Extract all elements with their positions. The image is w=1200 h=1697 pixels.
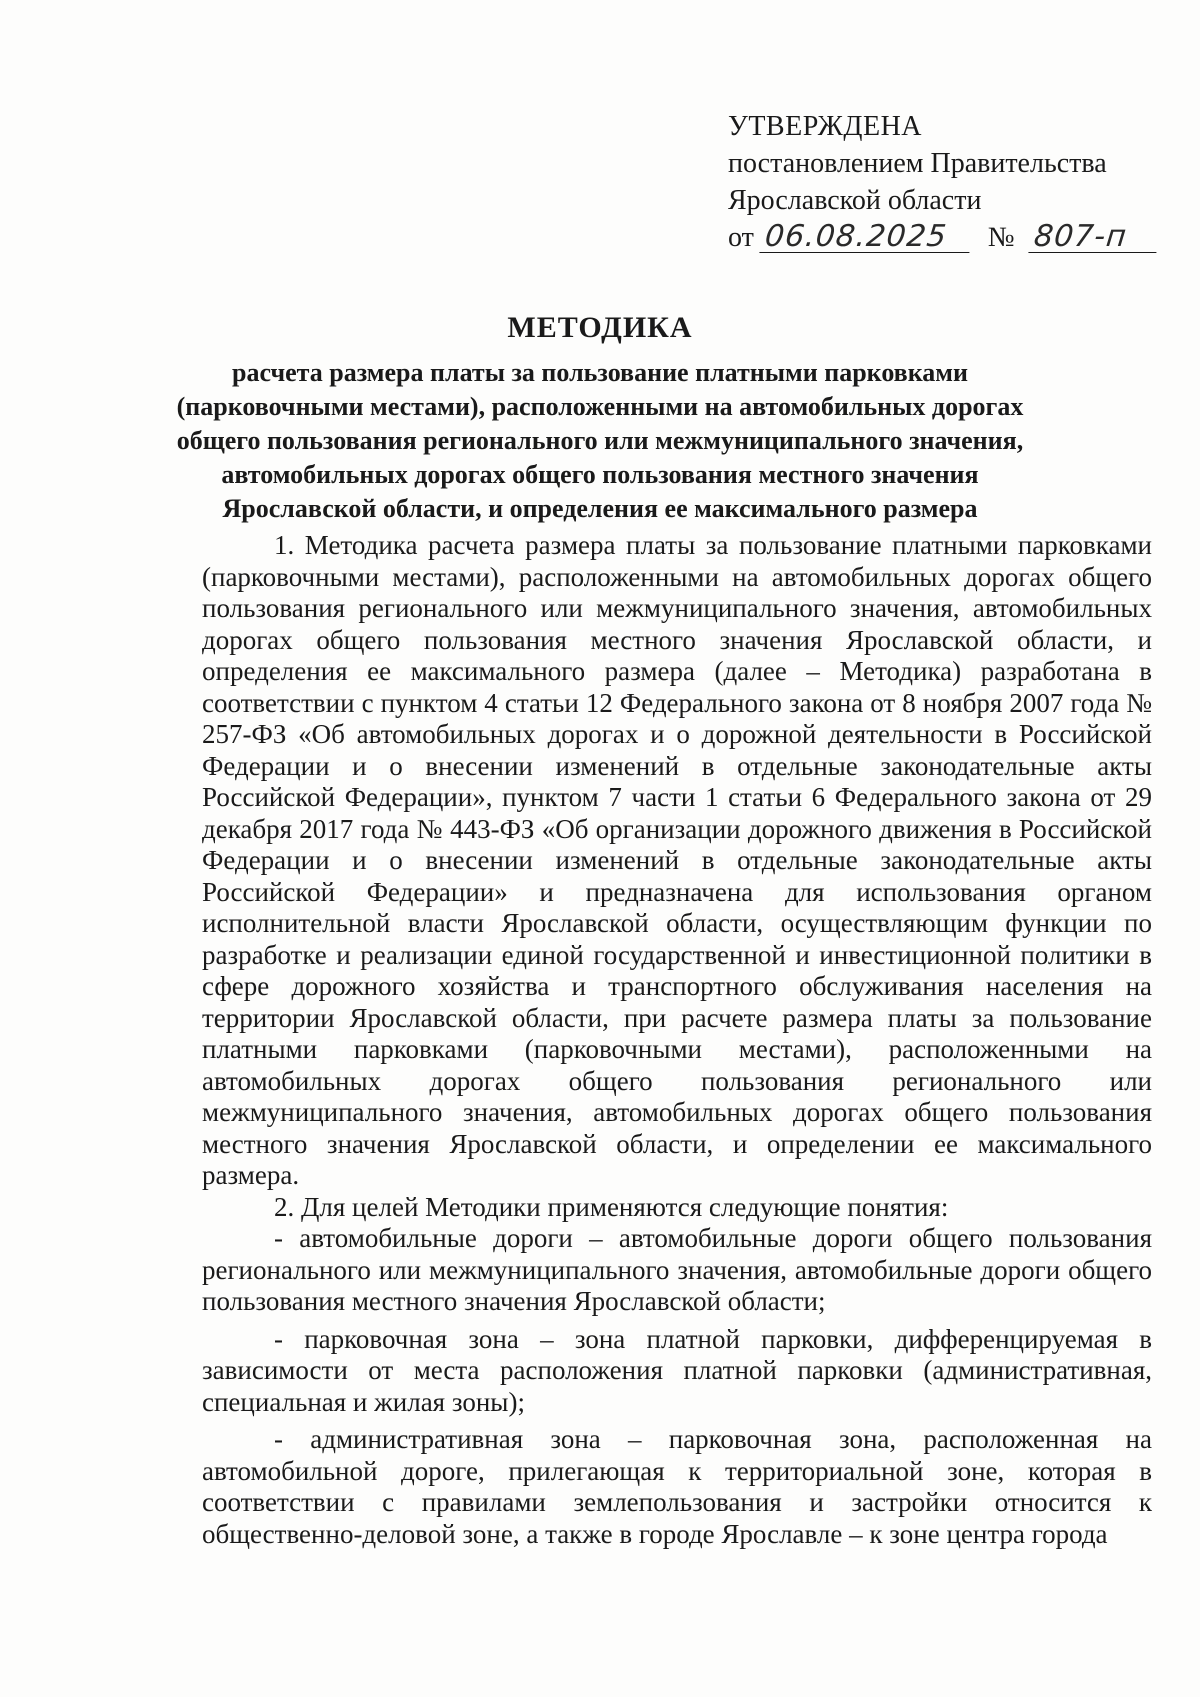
approval-from-label: от [728, 222, 754, 253]
approval-block [728, 108, 1158, 256]
approval-date-handwritten: 06.08.2025 [759, 222, 972, 253]
subtitle-line: общего пользования регионального или межмуниципального значения, [176, 426, 1024, 455]
document-title: МЕТОДИКА [507, 311, 693, 344]
document-body [202, 530, 1152, 1550]
subtitle-line: автомобильных дорогах общего пользования местного значения [221, 460, 979, 489]
approval-line-1: постановлением Правительства [728, 148, 1107, 179]
definition-roads: - автомобильные дороги – автомобильные дороги общего пользования регионального или межмуниципального значения, автомобильные дороги общего пользования местного значения Ярославской области; [202, 1223, 1152, 1316]
document-heading [140, 308, 1060, 526]
definition-parking-zone: - парковочная зона – зона платной парковки, дифференцируемая в зависимости от места расположения платной парковки (административная, специальная и жилая зоны); [202, 1323, 1152, 1417]
approval-title: УТВЕРЖДЕНА [728, 111, 923, 142]
approval-line-2: Ярославской области [728, 185, 982, 216]
paragraph-1: 1. Методика расчета размера платы за пользование платными парковками (парковочными местами), расположенными на автомобильных дорогах общего пользования регионального или межмуниципального значения, автомобильных дорогах общего пользования местного значения Ярославской области, и определения ее максимального размера (далее – Методика) разработана в соответствии с пунктом 4 статьи 12 Федерального закона от 8 ноября 2007 года № 257-ФЗ «Об автомобильных дорогах и о дорожной деятельности в Российской Федерации и о внесении изменений в отдельные законодательные акты Российской Федерации», пунктом 7 части 1 статьи 6 Федерального закона от 29 декабря 2017 года № 443-ФЗ «Об организации дорожного движения в Российской Федерации и о внесении изменений в отдельные законодательные акты Российской Федерации» и предназначена для использования органом исполнительной власти Ярославской области, осуществляющим функции по разработке и реализации единой государственной и инвестиционной политики в сфере дорожного хозяйства и транспортного обслуживания населения на территории Ярославской области, при расчете размера платы за пользование платными парковками (парковочными местами), расположенными на автомобильных дорогах общего пользования регионального или межмуниципального значения, автомобильных дорогах общего пользования местного значения Ярославской области, и определении ее максимального размера. [202, 530, 1152, 1190]
paragraph-2: 2. Для целей Методики применяются следующие понятия: [274, 1191, 949, 1222]
approval-number-handwritten: 807-п [1028, 222, 1159, 253]
definition-administrative-zone: - административная зона – парковочная зона, расположенная на автомобильной дороге, прилегающая к территориальной зоне, которая в соответствии с правилами землепользования и застройки относится к общественно-деловой зоне, а также в городе Ярославле – к зоне центра города [202, 1424, 1152, 1549]
subtitle-line: Ярославской области, и определения ее максимального размера [222, 494, 978, 523]
approval-date-number-line [728, 219, 1158, 256]
subtitle-line: расчета размера платы за пользование платными парковками [232, 358, 968, 387]
subtitle-line: (парковочными местами), расположенными на автомобильных дорогах [176, 392, 1024, 421]
document-subtitle [140, 356, 1060, 526]
approval-number-label: № [987, 222, 1015, 253]
